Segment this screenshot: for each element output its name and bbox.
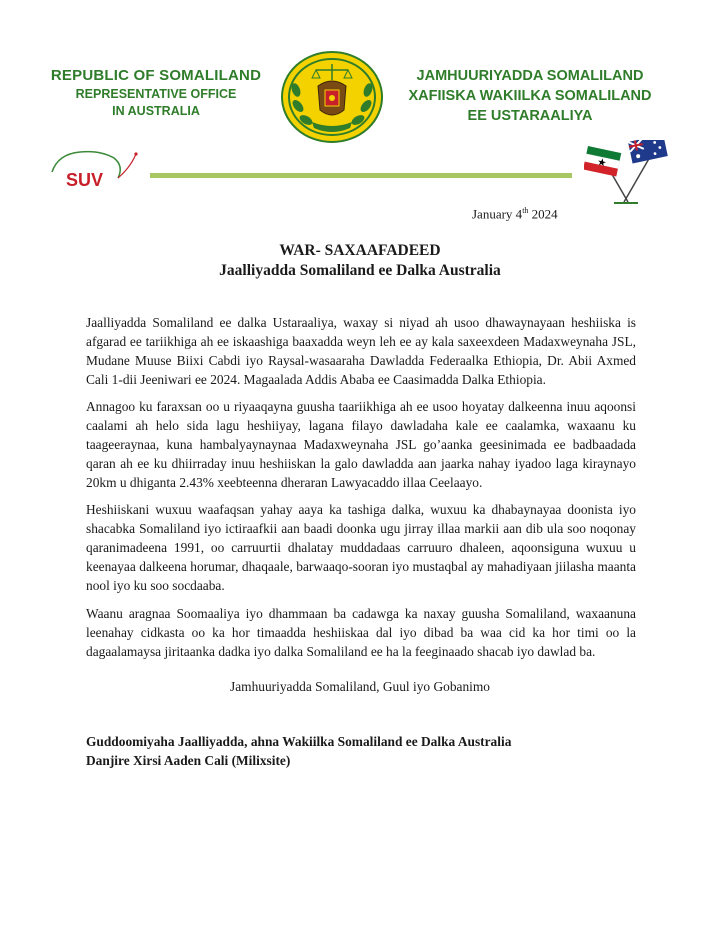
paragraph-4: Waanu aragnaa Soomaaliya iyo dhammaan ba cadawga ka naxay guusha Somaliland, waxaanuna leenahay cidkasta oo ka hor timaadda heshiiskaa dal iyo dibad ba waa cid ka hor timi oo la dagaalamaysa jiritaanka dadka iyo dalka Somaliland ee ha la feeginaado shacab iyo dawlad ba. — [86, 606, 636, 659]
paragraph-1: Jaalliyadda Somaliland ee dalka Ustaraaliya, waxay si niyad ah usoo dhawaynayaan heshiiska is afgarad ee tariikhiga ah ee iskaashiga baaxadda weyn leh ee ay kala saxeexdeen Madaxweynaha JSL, Mudane Muuse Biixi Cabdi iyo Raysal-wasaaraha Dawladda Federaalka Ethiopia, Dr. Abii Axmed Cali 1-dii Jeeniwari ee 2024. Magaalada Addis Ababa ee Caasimadda Dalka Ethiopia. — [86, 315, 636, 387]
header-left-line2: REPRESENTATIVE OFFICE — [75, 87, 237, 101]
header-left-line1: REPUBLIC OF SOMALILAND — [50, 67, 262, 84]
suv-logo-text: SUV — [66, 170, 104, 190]
paragraph-3: Heshiiskani wuxuu waafaqsan yahay aaya ka tashiga dalka, wuxuu ka dhabaynayaa doonista iyo shacabka Somaliland iyo ictiraafkii aan baadi doonka ugu jirray illaa markii aan dib ula soo noqonay qaranimadeena 1991, oo carruurtii dhalatay muddadaas carruuro dhaleen, aqoonsiguna wuxuu u keenayaa dalkeena horumar, dhaqaale, barwaaqo-sooran iyo mustaqbal ay mahadiyaan jiilasha maanta nool iyo ku soo socdaaba. — [86, 502, 636, 593]
closing-motto: Jamhuuriyadda Somaliland, Guul iyo Gobanimo — [230, 679, 490, 694]
header-right-line1: JAMHUURIYADDA SOMALILAND — [416, 68, 644, 84]
signatory-title: Guddoomiyaha Jaalliyadda, ahna Wakiilka Somaliland ee Dalka Australia — [86, 734, 512, 749]
crossed-flags-icon — [584, 140, 668, 208]
press-release-subtitle: Jaalliyadda Somaliland ee Dalka Australia — [219, 262, 501, 279]
suv-logo-icon — [44, 144, 144, 196]
header-left-line3: IN AUSTRALIA — [112, 104, 200, 118]
date-ordinal: th — [522, 206, 529, 215]
date-year: 2024 — [528, 206, 558, 222]
document-date — [472, 206, 558, 222]
header-right-block — [396, 66, 664, 126]
coat-of-arms-seal-icon — [278, 50, 386, 144]
date-month-day: January 4 — [472, 206, 523, 222]
header-divider — [150, 173, 572, 178]
header-right-line3: EE USTARAALIYA — [467, 108, 593, 124]
header-left-block — [36, 66, 276, 120]
signatory-name: Danjire Xirsi Aaden Cali (Milixsite) — [86, 753, 291, 768]
press-release-title: WAR- SAXAAFADEED — [279, 242, 441, 259]
paragraph-2: Annagoo ku faraxsan oo u riyaaqayna guusha taariikhiga ah ee usoo hoyatay dalkeenna inuu aqoonsi caalami ah helo sida lagu heshiiyay, lagana filayo dawladaha kale ee caalamka, waxaanu ku taageeraynaa, kuna hambalyaynaynaa Madaxweynaha JSL go’aanka geesinimada ee badbaadada qaran ah ee ku dhiirraday inuu heshiiskan la galo dawladda aan jaarka nahay iyadoo laga kiraynayo 20km u dhiganta 2.43% xeebteenna dheraran Lawyacaddo illaa Ceelaayo. — [86, 399, 636, 490]
header-right-line2: XAFIISKA WAKIILKA SOMALILAND — [408, 88, 652, 104]
